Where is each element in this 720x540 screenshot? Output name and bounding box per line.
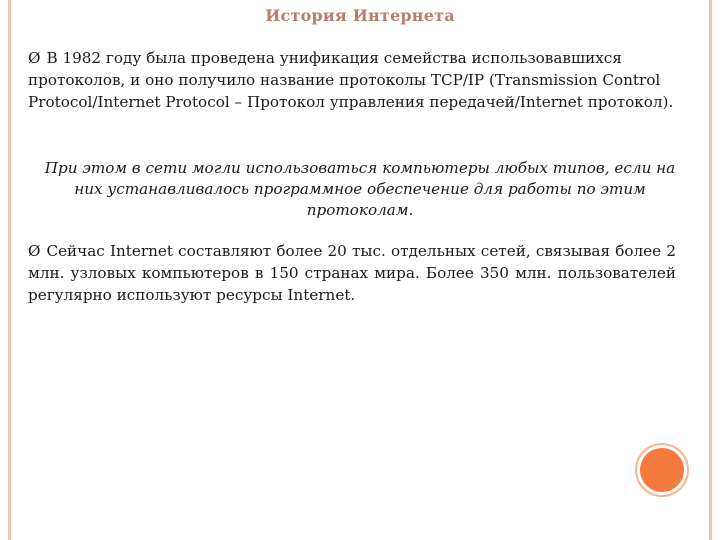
bullet-paragraph-2: [28, 240, 676, 306]
arrow-bullet-icon: Ø: [28, 49, 41, 67]
decorative-circle-icon: [640, 448, 684, 492]
bullet-1-text: В 1982 году была проведена унификация семейства использовавшихся протоколов, и оно получило название протоколы TCP/IP (Transmission Control Protocol/Internet Protocol – Протокол управления передачей/Internet протокол).: [28, 49, 674, 111]
bullet-2-text: Сейчас Internet составляют более 20 тыс. отдельных сетей, связывая более 2 млн. узловых компьютеров в 150 странах мира. Более 350 млн. пользователей регулярно используют ресурсы Internet.: [28, 242, 676, 304]
bullet-paragraph-1: [28, 47, 676, 113]
left-border-line: [8, 0, 11, 540]
italic-paragraph: При этом в сети могли использоваться компьютеры любых типов, если на них устанавливалось программное обеспечение для работы по этим протоколам.: [44, 159, 676, 219]
right-border-line: [709, 0, 712, 540]
arrow-bullet-icon: Ø: [28, 242, 41, 260]
slide-title: История Интернета: [265, 6, 455, 25]
